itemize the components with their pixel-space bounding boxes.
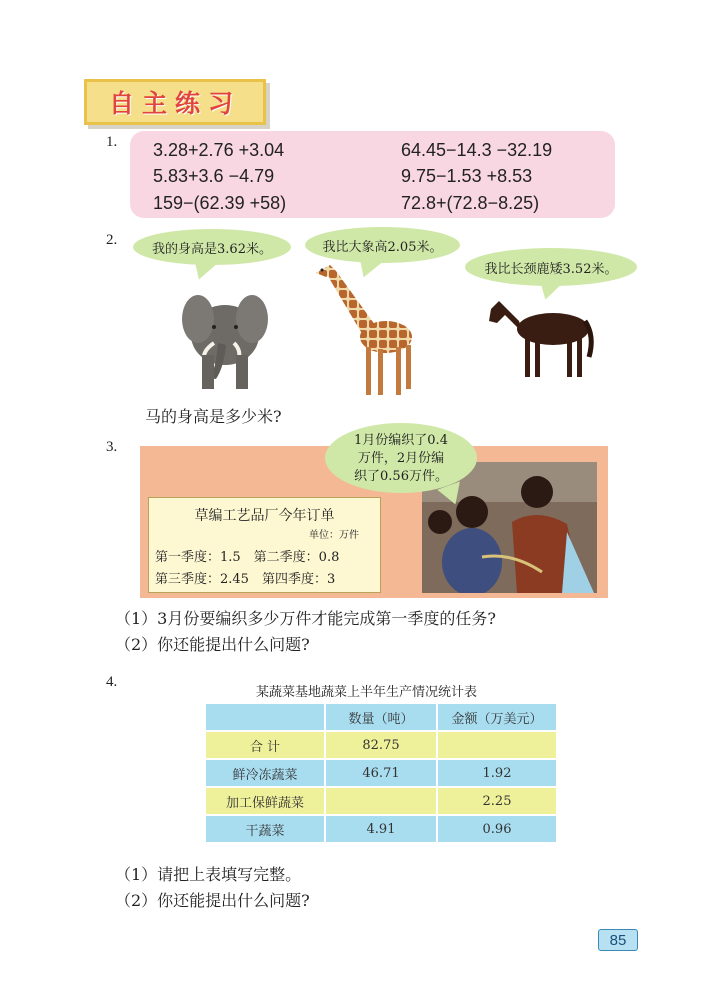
table-cell: 4.91 (325, 815, 437, 843)
question-2-number: 2. (106, 232, 118, 248)
table-cell: 金额（万美元） (437, 703, 557, 731)
question-3-number: 3. (106, 439, 118, 455)
question-4-sub-1: （1）请把上表填写完整。 (115, 865, 302, 884)
expression: 72.8+(72.8−8.25) (401, 193, 540, 213)
table-cell: 2.25 (437, 787, 557, 815)
table-row (205, 815, 557, 843)
question-2-text: 马的身高是多少米? (145, 407, 282, 426)
expression: 3.28+2.76 +3.04 (153, 140, 285, 160)
table-header-row (205, 703, 557, 731)
order-card-row: 第三季度：2.45 第四季度：3 (155, 572, 336, 587)
table-row (205, 787, 557, 815)
stats-table (204, 702, 558, 844)
order-card-title: 草编工艺品厂今年订单 (194, 508, 335, 524)
table-cell: 加工保鲜蔬菜 (205, 787, 325, 815)
table-row (205, 731, 557, 759)
table-cell: 数量（吨） (325, 703, 437, 731)
table-cell: 干蔬菜 (205, 815, 325, 843)
question-3-sub-2: （2）你还能提出什么问题? (115, 635, 310, 654)
bubble-line: 万件，2月份编 (357, 451, 445, 466)
table-cell: 0.96 (437, 815, 557, 843)
expression: 64.45−14.3 −32.19 (401, 140, 553, 160)
giraffe-image (308, 259, 423, 399)
table-cell (205, 703, 325, 731)
section-title: 自主练习 (108, 89, 241, 118)
bubble-line: 1月份编织了0.4 (354, 433, 448, 448)
table-cell (325, 787, 437, 815)
expression: 159−(62.39 +58) (153, 193, 287, 213)
expression: 9.75−1.53 +8.53 (401, 166, 533, 186)
elephant-speech-bubble (133, 229, 291, 265)
page-number: 85 (598, 929, 638, 951)
bubble-text: 我比大象高2.05米。 (322, 239, 443, 255)
table-cell: 82.75 (325, 731, 437, 759)
bubble-text: 我的身高是3.62米。 (152, 241, 272, 257)
table-cell: 合 计 (205, 731, 325, 759)
table-cell: 鲜冷冻蔬菜 (205, 759, 325, 787)
elephant-image (180, 283, 270, 391)
giraffe-speech-bubble (305, 227, 460, 263)
table-title: 某蔬菜基地蔬菜上半年生产情况统计表 (256, 684, 478, 699)
section-header (84, 79, 266, 125)
bubble-line: 织了0.56万件。 (354, 469, 448, 484)
question-4-number: 4. (106, 674, 118, 690)
expression: 5.83+3.6 −4.79 (153, 166, 275, 186)
q1-expressions-panel (130, 131, 615, 218)
order-card-row: 第一季度：1.5 第二季度：0.8 (155, 550, 340, 565)
question-1-number: 1. (106, 134, 118, 150)
table-row (205, 759, 557, 787)
order-card (148, 497, 381, 593)
order-card-unit: 单位：万件 (309, 530, 359, 541)
table-cell (437, 731, 557, 759)
table-cell: 1.92 (437, 759, 557, 787)
table-cell: 46.71 (325, 759, 437, 787)
bubble-text: 我比长颈鹿矮3.52米。 (484, 261, 618, 277)
question-3-sub-1: （1）3月份要编织多少万件才能完成第一季度的任务? (115, 609, 496, 628)
horse-image (485, 291, 600, 383)
question-4-sub-2: （2）你还能提出什么问题? (115, 891, 310, 910)
